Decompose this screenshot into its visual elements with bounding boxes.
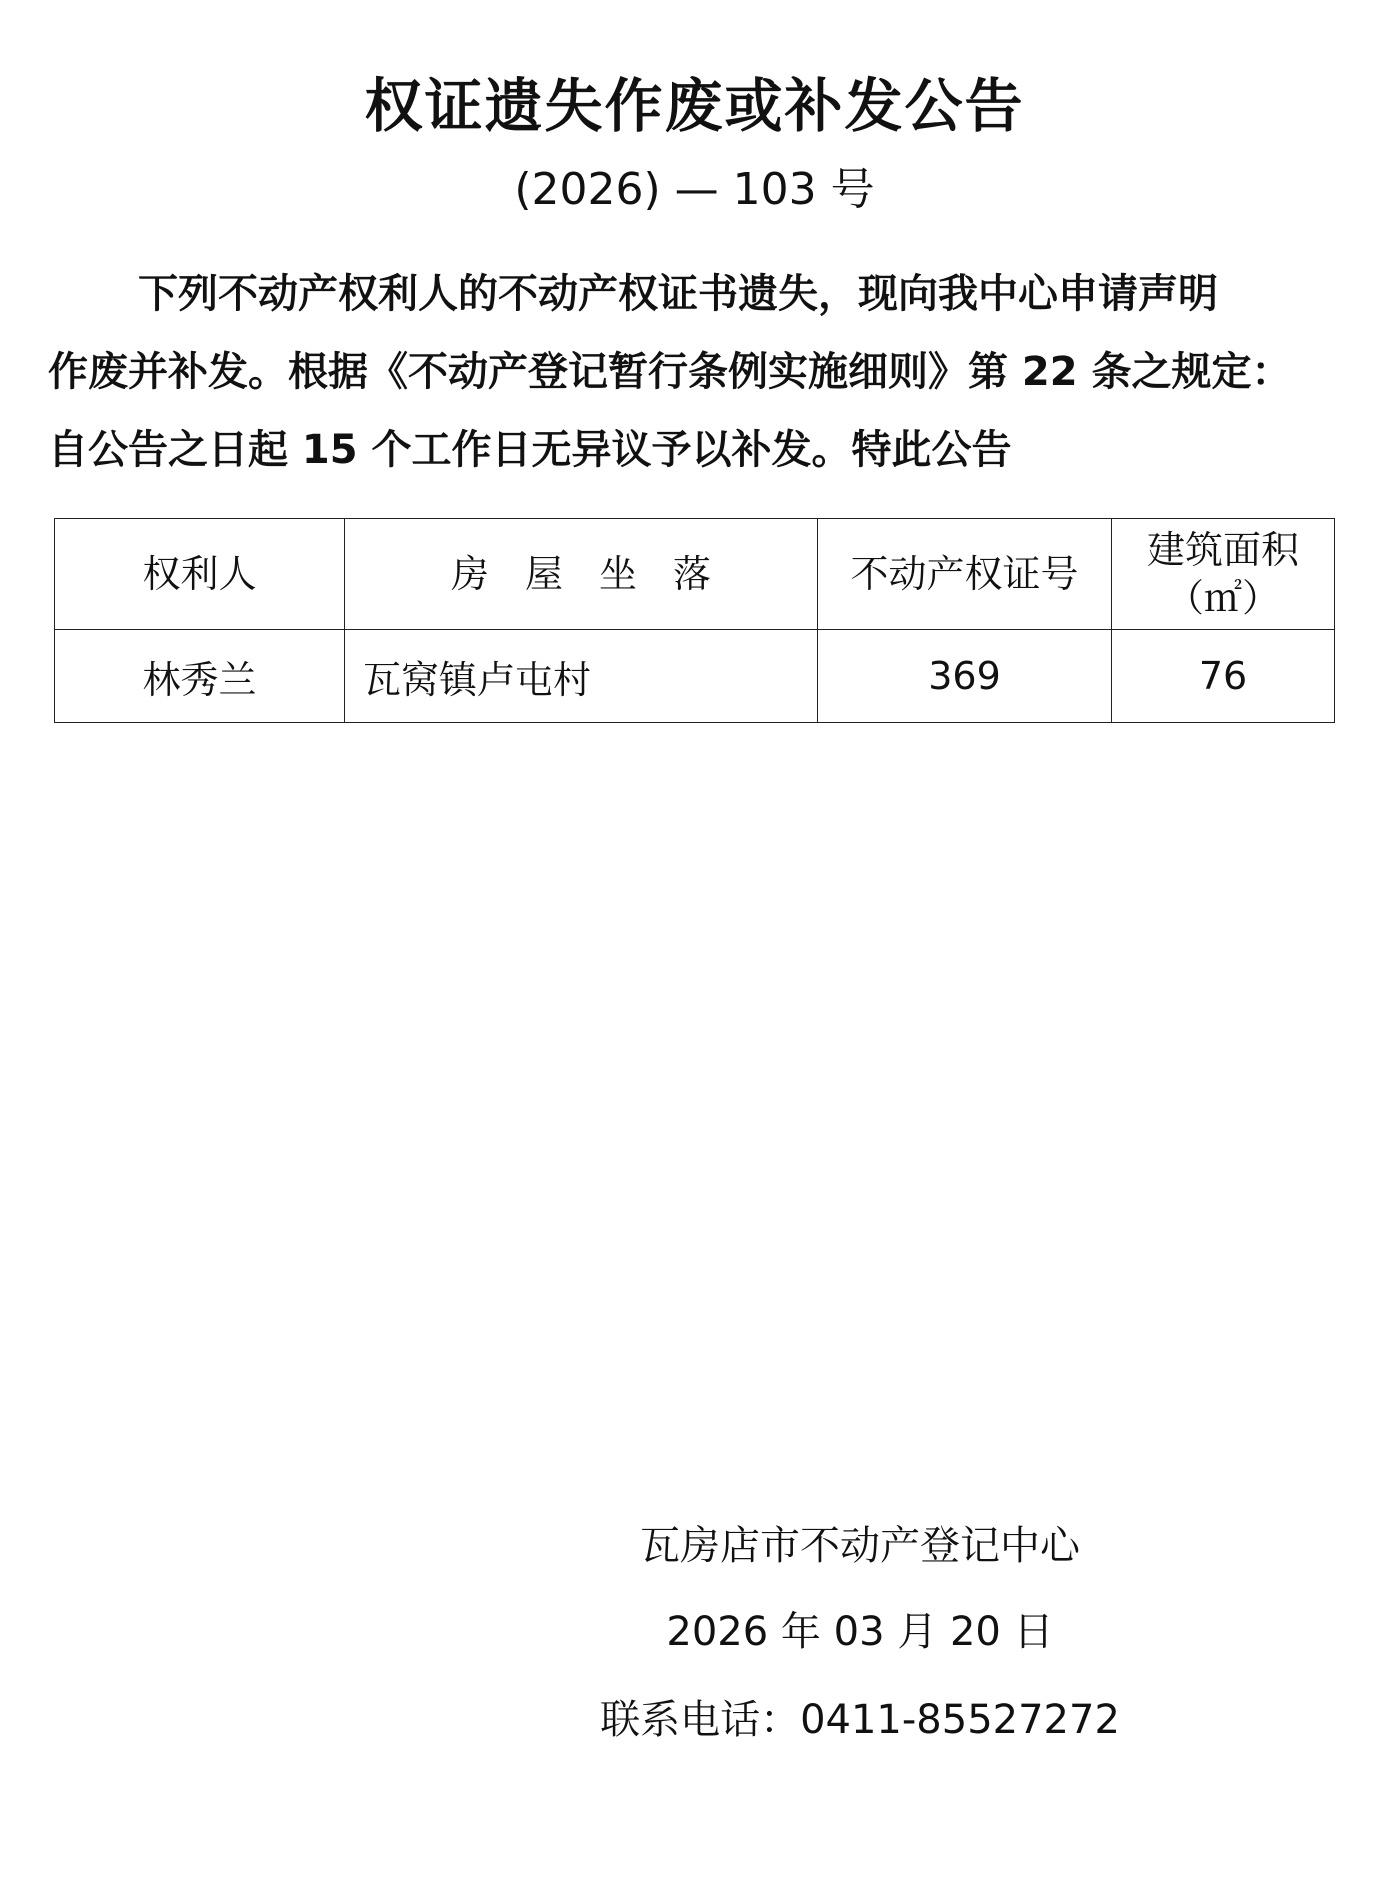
cell-area: 76: [1112, 630, 1335, 723]
header-area-label: 建筑面积: [1146, 528, 1299, 572]
table-header-row: [55, 519, 1335, 630]
header-location-label: 房屋坐落: [450, 552, 747, 596]
document-number: (2026) — 103 号: [514, 164, 875, 215]
header-cert-no-label: 不动产权证号: [850, 552, 1079, 596]
notice-title: 权证遗失作废或补发公告: [364, 72, 1025, 140]
header-area: [1112, 519, 1335, 630]
cell-location: 瓦窝镇卢屯村: [345, 630, 818, 723]
header-cert-no: [818, 519, 1112, 630]
issuing-organization: 瓦房店市不动产登记中心: [640, 1523, 1080, 1569]
notice-body: [48, 255, 1348, 489]
cell-cert-no: 369: [818, 630, 1112, 723]
header-holder-label: 权利人: [142, 552, 257, 596]
cell-holder: 林秀兰: [55, 630, 345, 723]
body-line-3: 自公告之日起 15 个工作日无异议予以补发。特此公告: [48, 427, 1012, 473]
contact-phone: 联系电话：0411-85527272: [600, 1697, 1120, 1743]
table-row: [55, 630, 1335, 723]
issue-date: 2026 年 03 月 20 日: [666, 1609, 1054, 1655]
header-holder: [55, 519, 345, 630]
header-location: [345, 519, 818, 630]
body-line-2: 作废并补发。根据《不动产登记暂行条例实施细则》第 22 条之规定：: [48, 349, 1292, 395]
property-table: [54, 518, 1335, 723]
body-line-1: 下列不动产权利人的不动产权证书遗失，现向我中心申请声明: [138, 271, 1218, 317]
header-area-unit: （㎡）: [1165, 576, 1280, 620]
